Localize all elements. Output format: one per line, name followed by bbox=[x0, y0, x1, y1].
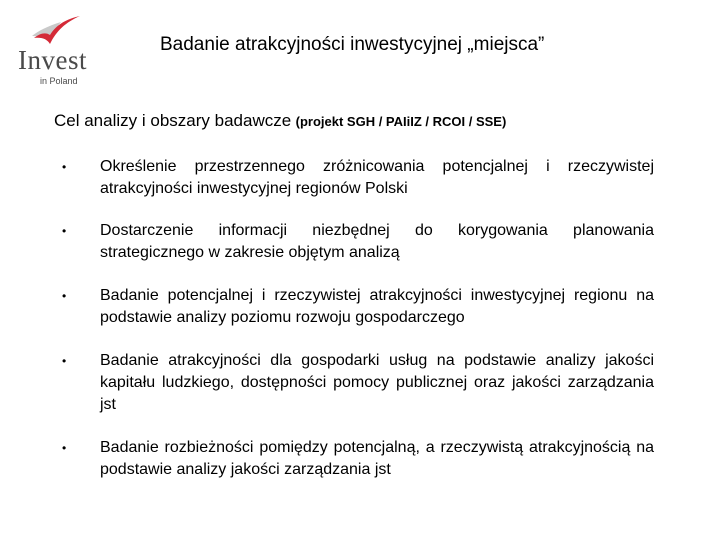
list-item bbox=[54, 437, 654, 481]
subtitle-project-note: (projekt SGH / PAIiIZ / RCOI / SSE) bbox=[295, 114, 507, 129]
bullet-icon: • bbox=[62, 441, 67, 455]
logo-wordmark: Invest bbox=[18, 45, 87, 75]
list-item bbox=[54, 156, 654, 200]
bullet-icon: • bbox=[62, 224, 67, 238]
list-item-text: Dostarczenie informacji niezbędnej do korygowania planowania strategicznego w zakresie objętym analizą bbox=[100, 222, 654, 261]
slide-title: Badanie atrakcyjności inwestycyjnej „miejsca” bbox=[160, 34, 545, 55]
list-item-text: Określenie przestrzennego zróżnicowania potencjalnej i rzeczywistej atrakcyjności inwestycyjnej regionów Polski bbox=[100, 158, 654, 197]
bullet-icon: • bbox=[62, 289, 67, 303]
list-item-text: Badanie potencjalnej i rzeczywistej atrakcyjności inwestycyjnej regionu na podstawie analizy poziomu rozwoju gospodarczego bbox=[100, 287, 654, 326]
bullet-icon: • bbox=[62, 354, 67, 368]
list-item-text: Badanie atrakcyjności dla gospodarki usług na podstawie analizy jakości kapitału ludzkiego, dostępności pomocy publicznej oraz jakości zarządzania jst bbox=[100, 352, 654, 413]
list-item-text: Badanie rozbieżności pomiędzy potencjalną, a rzeczywistą atrakcyjnością na podstawie analizy jakości zarządzania jst bbox=[100, 439, 654, 478]
list-item bbox=[54, 220, 654, 264]
section-subtitle bbox=[54, 110, 506, 133]
list-item bbox=[54, 350, 654, 416]
logo-tagline: in Poland bbox=[40, 76, 78, 86]
objectives-list bbox=[54, 156, 654, 481]
list-item bbox=[54, 285, 654, 329]
bullet-icon: • bbox=[62, 160, 67, 174]
invest-in-poland-logo bbox=[18, 14, 100, 84]
subtitle-main: Cel analizy i obszary badawcze bbox=[54, 111, 292, 130]
